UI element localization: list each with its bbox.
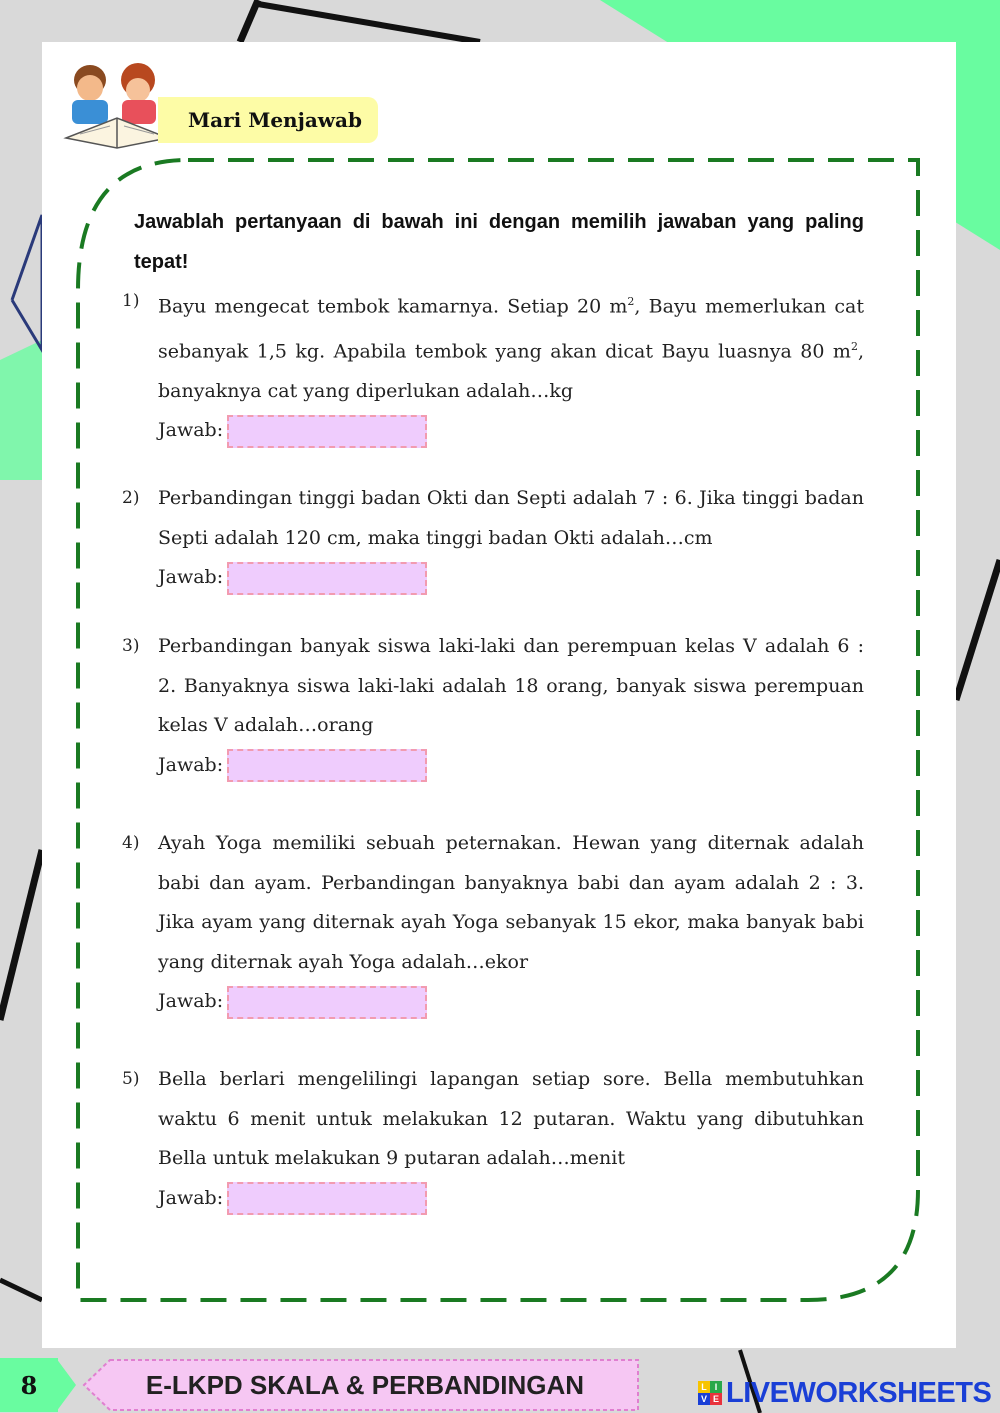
question-number: 4) (122, 833, 140, 853)
instruction-text: Jawablah pertanyaan di bawah ini dengan memilih jawaban yang paling tepat! (134, 211, 864, 273)
answer-row (158, 411, 864, 451)
question-2 (122, 479, 864, 598)
question-text: Ayah Yoga memiliki sebuah peternakan. Hewan yang diternak adalah babi dan ayam. Perbandingan banyaknya babi dan ayam adalah 2 : 3. Jika ayam yang diternak ayah Yoga sebanyak 15 ekor, maka banyak babi yang diternak ayah Yoga adalah…ekor (158, 832, 864, 973)
question-3 (122, 627, 864, 786)
answer-input-5[interactable] (227, 1182, 427, 1215)
page-number: 8 (0, 1358, 58, 1412)
answer-input-4[interactable] (227, 986, 427, 1019)
liveworksheets-icon: L I V E (698, 1381, 722, 1405)
answer-label: Jawab: (158, 753, 224, 776)
liveworksheets-text: LIVEWORKSHEETS (726, 1376, 992, 1409)
answer-row (158, 1179, 864, 1219)
question-5 (122, 1060, 864, 1219)
question-1 (122, 282, 864, 451)
answer-input-2[interactable] (227, 562, 427, 595)
answer-row (158, 982, 864, 1022)
answer-label: Jawab: (158, 419, 224, 442)
answer-label: Jawab: (158, 990, 224, 1013)
answer-label: Jawab: (158, 1186, 224, 1209)
question-text: Bayu mengecat tembok kamarnya. Setiap 20 $m^2$, Bayu memerlukan cat sebanyak 1,5 kg. Apabila tembok yang akan dicat Bayu luasnya 80 $m^2$, banyaknya cat yang diperlukan adalah…kg (158, 295, 864, 402)
question-number: 3) (122, 636, 140, 656)
question-number: 1) (122, 291, 140, 311)
question-text: Bella berlari mengelilingi lapangan setiap sore. Bella membutuhkan waktu 6 menit untuk melakukan 12 putaran. Waktu yang dibutuhkan Bella untuk melakukan 9 putaran adalah…menit (158, 1068, 864, 1169)
footer-arrow-decoration (56, 1358, 76, 1412)
footer-title: E-LKPD SKALA & PERBANDINGAN (145, 1369, 585, 1400)
answer-input-3[interactable] (227, 749, 427, 782)
liveworksheets-logo (698, 1376, 998, 1410)
answer-row (158, 558, 864, 598)
section-header: Mari Menjawab (158, 97, 378, 143)
answer-label: Jawab: (158, 566, 224, 589)
question-number: 5) (122, 1069, 140, 1089)
answer-row (158, 746, 864, 786)
question-text: Perbandingan banyak siswa laki-laki dan perempuan kelas V adalah 6 : 2. Banyaknya siswa laki-laki adalah 18 orang, banyak siswa perempuan kelas V adalah…orang (158, 635, 864, 736)
question-number: 2) (122, 488, 140, 508)
question-4 (122, 824, 864, 1022)
answer-input-1[interactable] (227, 415, 427, 448)
question-text: Perbandingan tinggi badan Okti dan Septi adalah 7 : 6. Jika tinggi badan Septi adalah 120 cm, maka tinggi badan Okti adalah…cm (158, 487, 864, 549)
